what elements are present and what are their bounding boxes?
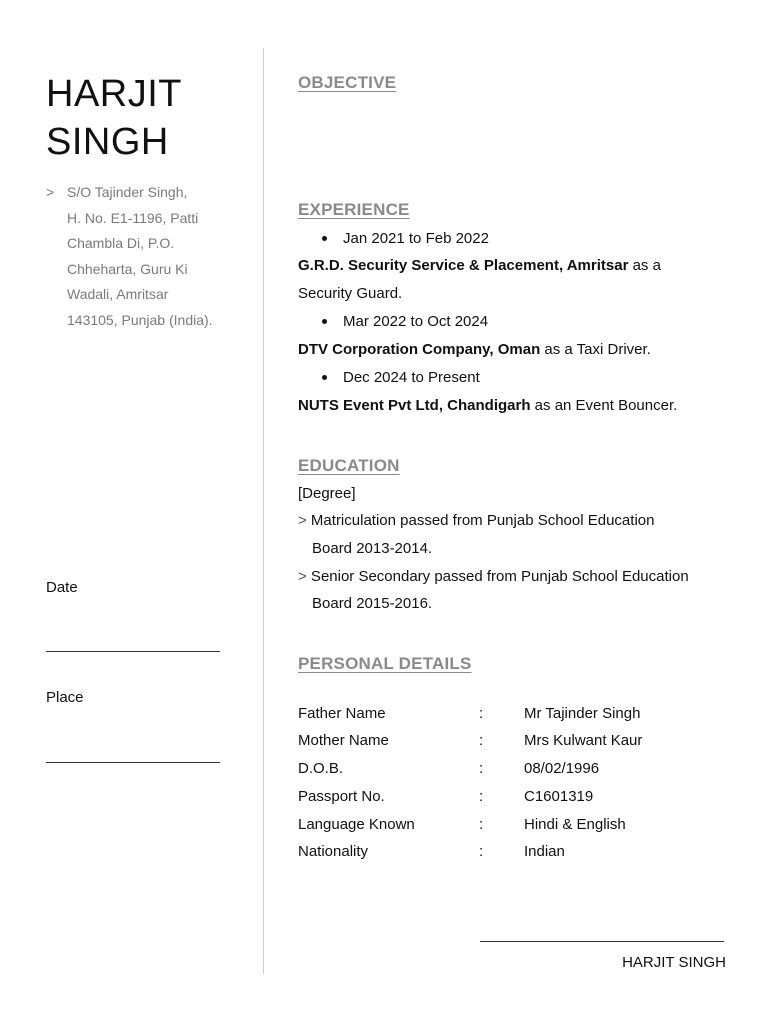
column-divider — [263, 48, 264, 974]
address-block — [46, 180, 236, 333]
detail-value: Mr Tajinder Singh — [524, 705, 641, 722]
bullet-icon — [322, 236, 327, 241]
experience-heading: EXPERIENCE — [298, 200, 410, 219]
candidate-name-line1: HARJIT — [46, 73, 182, 115]
candidate-name-line2: SINGH — [46, 121, 169, 163]
address-line: H. No. E1-1196, Patti — [67, 209, 199, 226]
experience-period: Mar 2022 to Oct 2024 — [322, 313, 488, 330]
detail-value: C1601319 — [524, 788, 594, 805]
experience-period: Jan 2021 to Feb 2022 — [322, 230, 489, 247]
address-line: Wadali, Amritsar — [67, 286, 169, 302]
education-item: > Matriculation passed from Punjab School Education — [298, 512, 655, 529]
detail-label: Mother Name — [298, 732, 389, 749]
detail-value: Indian — [524, 843, 565, 860]
company-name: NUTS Event Pvt Ltd, Chandigarh — [298, 397, 531, 414]
detail-colon: : — [479, 732, 484, 749]
detail-label: Passport No. — [298, 788, 385, 805]
company-name: G.R.D. Security Service & Placement, Amritsar — [298, 257, 629, 274]
detail-value: Mrs Kulwant Kaur — [524, 732, 643, 749]
candidate-name — [46, 70, 236, 166]
experience-entry: NUTS Event Pvt Ltd, Chandigarh as an Event Bouncer. — [298, 397, 678, 414]
education-heading: EDUCATION — [298, 456, 400, 475]
detail-colon: : — [479, 705, 484, 722]
education-item: > Senior Secondary passed from Punjab School Education — [298, 568, 689, 585]
detail-colon: : — [479, 816, 484, 833]
signature-name: HARJIT SINGH — [622, 954, 726, 971]
detail-label: Nationality — [298, 843, 369, 860]
address-caret: > — [46, 184, 55, 200]
address-line: S/O Tajinder Singh, — [67, 184, 188, 200]
detail-colon: : — [479, 788, 484, 805]
bullet-icon — [322, 375, 327, 380]
detail-value: 08/02/1996 — [524, 760, 600, 777]
date-label: Date — [46, 579, 78, 596]
place-blank-line — [46, 762, 220, 763]
experience-role: Security Guard. — [298, 285, 403, 302]
detail-label: Father Name — [298, 705, 386, 722]
education-degree: [Degree] — [298, 485, 356, 502]
address-line: Chambla Di, P.O. — [67, 235, 175, 251]
detail-label: D.O.B. — [298, 760, 344, 777]
signature-line — [480, 941, 724, 942]
place-label: Place — [46, 689, 84, 706]
experience-period: Dec 2024 to Present — [322, 369, 480, 386]
address-line: Chheharta, Guru Ki — [67, 260, 188, 277]
detail-colon: : — [479, 843, 484, 860]
date-blank-line — [46, 651, 220, 652]
personal-details-heading: PERSONAL DETAILS — [298, 654, 472, 673]
bullet-icon — [322, 319, 327, 324]
experience-entry: G.R.D. Security Service & Placement, Amritsar as a — [298, 257, 661, 274]
education-item-cont: Board 2013-2014. — [312, 540, 433, 557]
detail-colon: : — [479, 760, 484, 777]
detail-label: Language Known — [298, 816, 415, 833]
experience-entry: DTV Corporation Company, Oman as a Taxi Driver. — [298, 341, 651, 358]
company-name: DTV Corporation Company, Oman — [298, 341, 541, 358]
detail-value: Hindi & English — [524, 816, 626, 833]
education-item-cont: Board 2015-2016. — [312, 595, 433, 612]
address-line: 143105, Punjab (India). — [67, 311, 213, 328]
objective-heading: OBJECTIVE — [298, 73, 397, 92]
left-column — [46, 70, 236, 333]
